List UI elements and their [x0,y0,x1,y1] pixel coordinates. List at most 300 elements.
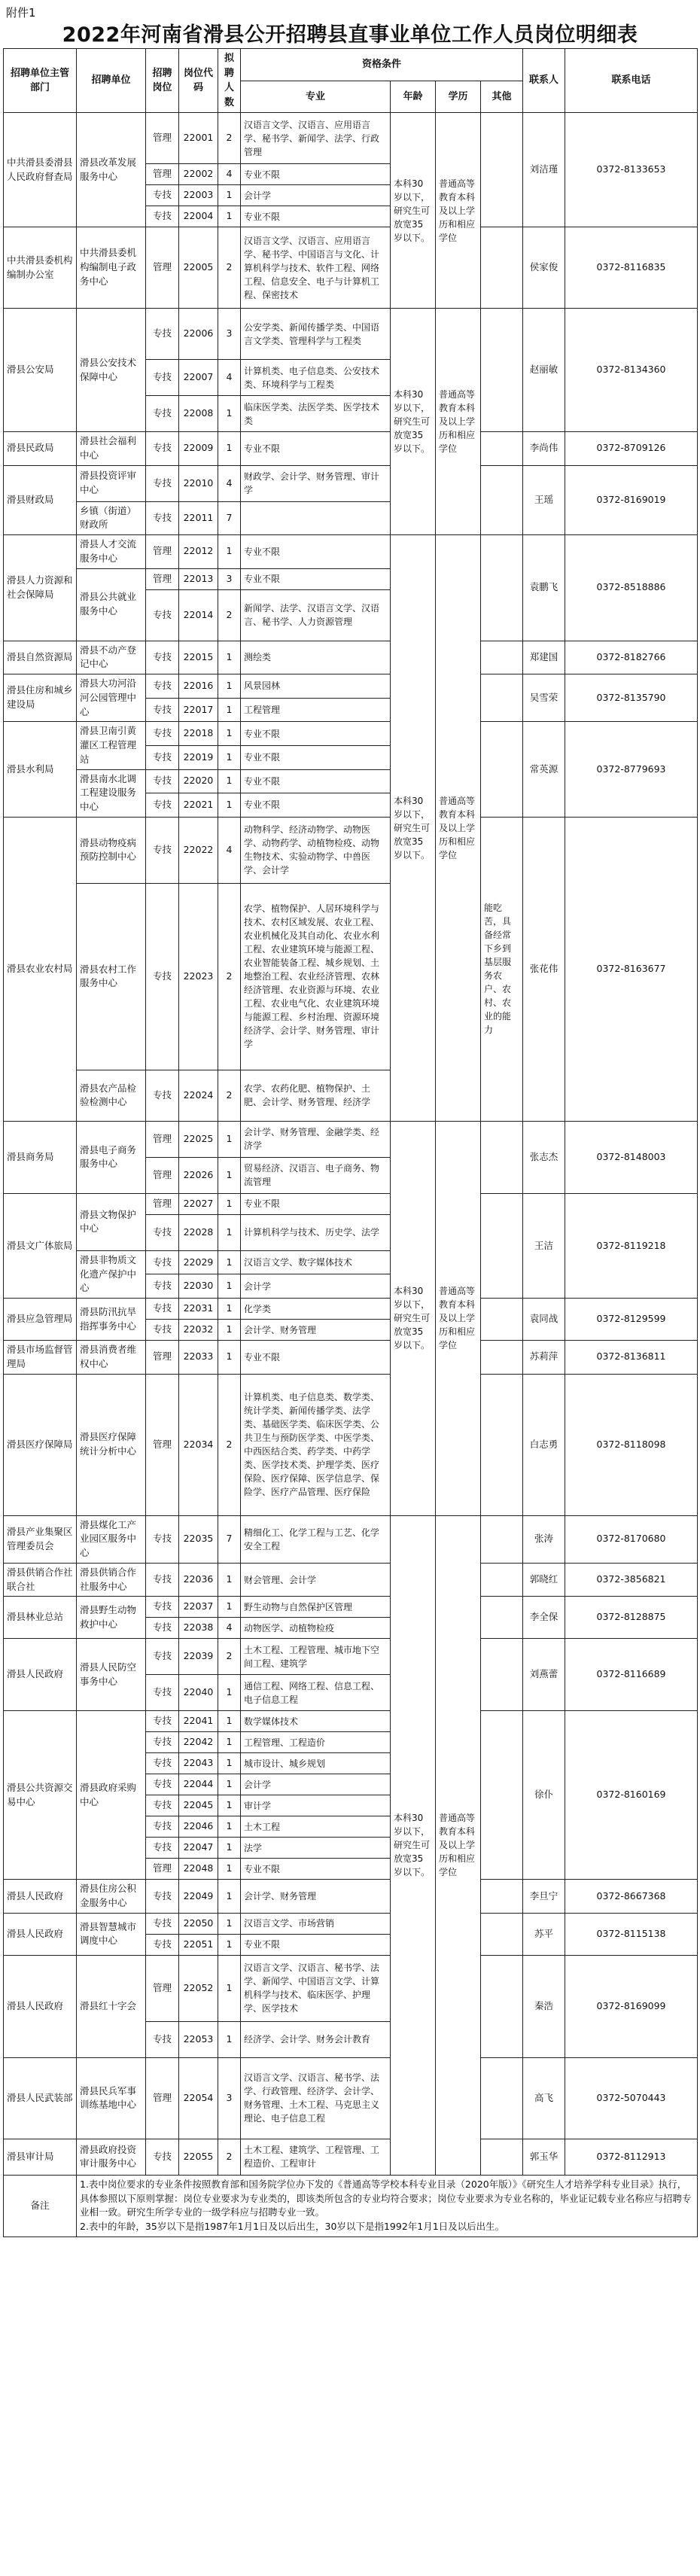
table-row [4,113,698,164]
dept-cell: 滑县农业农村局 [4,817,77,1121]
other-cell [481,641,523,674]
table-row [4,1597,698,1618]
phone-cell: 0372-8169099 [565,1955,698,2057]
major-cell: 汉语言文学、汉语言、应用语言学、秘书学、中国语言与文化、计算机科学与技术、软件工程、网络工程、信息安全、电子与计算机工程、保密技术 [241,227,391,309]
quota-cell: 1 [218,535,241,569]
dept-cell: 滑县民政局 [4,432,77,466]
dept-cell: 滑县财政局 [4,465,77,535]
quota-cell: 1 [218,674,241,699]
phone-cell: 0372-5070443 [565,2057,698,2139]
dept-cell: 滑县人力资源和社会保障局 [4,535,77,641]
phone-cell: 0372-3856821 [565,1563,698,1597]
code-cell: 22014 [179,589,218,641]
unit-cell: 滑县民兵军事训练基地中心 [77,2057,146,2139]
code-cell: 22051 [179,1934,218,1955]
position-cell: 专技 [146,206,179,227]
code-cell: 22020 [179,769,218,793]
quota-cell: 1 [218,698,241,722]
position-cell: 专技 [146,1675,179,1711]
contact-cell: 郭晓红 [523,1563,565,1597]
code-cell: 22001 [179,113,218,164]
position-cell: 专技 [146,1774,179,1795]
dept-cell: 滑县文广体旅局 [4,1193,77,1298]
code-cell: 22034 [179,1374,218,1515]
age-cell: 本科30岁以下，研究生可放宽35岁以下。 [391,1515,436,2175]
quota-cell: 1 [218,1341,241,1375]
quota-cell: 1 [218,1121,241,1157]
position-cell: 专技 [146,641,179,674]
dept-cell: 滑县人民武装部 [4,2057,77,2139]
code-cell: 22031 [179,1299,218,1320]
contact-cell: 苏平 [523,1913,565,1955]
phone-cell: 0372-8115138 [565,1913,698,1955]
major-cell: 会计学、财务管理 [241,1880,391,1914]
contact-cell: 王洁 [523,1193,565,1298]
quota-cell: 1 [218,1563,241,1597]
code-cell: 22053 [179,2021,218,2057]
position-cell: 专技 [146,432,179,466]
unit-cell: 滑县消费者维权中心 [77,1341,146,1375]
code-cell: 22042 [179,1732,218,1753]
other-cell [481,535,523,641]
contact-cell: 刘洁瑾 [523,113,565,227]
major-cell: 公安学类、新闻传播学类、中国语言文学类、管理科学与工程类 [241,309,391,360]
phone-cell: 0372-8119218 [565,1193,698,1298]
dept-cell: 滑县水利局 [4,722,77,818]
other-cell [481,1711,523,1880]
table-row [4,227,698,309]
age-cell: 本科30岁以下，研究生可放宽35岁以下。 [391,535,436,1122]
unit-cell: 滑县改革发展服务中心 [77,113,146,227]
code-cell: 22026 [179,1157,218,1193]
phone-cell: 0372-8148003 [565,1121,698,1193]
position-cell: 专技 [146,1838,179,1859]
position-cell: 专技 [146,793,179,818]
position-cell: 管理 [146,1341,179,1375]
age-cell: 本科30岁以下，研究生可放宽35岁以下。 [391,113,436,309]
quota-cell: 1 [218,1859,241,1880]
other-cell [481,1639,523,1711]
quota-cell: 1 [218,1597,241,1618]
code-cell: 22016 [179,674,218,699]
quota-cell: 1 [218,1274,241,1299]
quota-cell: 4 [218,164,241,185]
unit-cell: 滑县农产品检验检测中心 [77,1070,146,1121]
phone-cell: 0372-8134360 [565,309,698,432]
other-cell [481,1880,523,1914]
major-cell: 专业不限 [241,722,391,746]
unit-cell: 滑县动物疫病预防控制中心 [77,817,146,883]
contact-cell: 白志勇 [523,1374,565,1515]
dept-cell: 滑县审计局 [4,2139,77,2175]
position-cell: 专技 [146,185,179,206]
unit-cell: 滑县住房公积金服务中心 [77,1880,146,1914]
code-cell: 22047 [179,1838,218,1859]
unit-cell: 滑县政府采购中心 [77,1711,146,1880]
code-cell: 22036 [179,1563,218,1597]
major-cell: 专业不限 [241,769,391,793]
unit-cell: 滑县供销合作社服务中心 [77,1563,146,1597]
dept-cell: 滑县林业总站 [4,1597,77,1639]
quota-cell: 1 [218,1816,241,1838]
major-cell: 动物医学、动植物检疫 [241,1618,391,1639]
code-cell: 22040 [179,1675,218,1711]
phone-cell: 0372-8118098 [565,1374,698,1515]
unit-cell: 滑县红十字会 [77,1955,146,2057]
position-cell: 专技 [146,1214,179,1250]
position-cell: 专技 [146,1795,179,1816]
phone-cell: 0372-8129599 [565,1299,698,1341]
unit-cell: 滑县社会福利中心 [77,432,146,466]
major-cell: 财会管理、会计学 [241,1563,391,1597]
code-cell: 22030 [179,1274,218,1299]
other-cell [481,1563,523,1597]
major-cell: 专业不限 [241,164,391,185]
phone-cell: 0372-8112913 [565,2139,698,2175]
quota-cell: 1 [218,1934,241,1955]
dept-cell: 滑县人民政府 [4,1639,77,1711]
header-unit: 招聘单位 [77,49,146,113]
major-cell: 通信工程、网络工程、信息工程、电子信息工程 [241,1675,391,1711]
contact-cell: 张涛 [523,1515,565,1563]
quota-cell: 3 [218,309,241,360]
table-row [4,817,698,883]
unit-cell: 滑县公共就业服务中心 [77,568,146,641]
quota-cell: 1 [218,1795,241,1816]
code-cell: 22032 [179,1320,218,1341]
header-qualifications: 资格条件 [241,49,523,81]
code-cell: 22045 [179,1795,218,1816]
table-row [4,1711,698,1732]
position-cell: 专技 [146,589,179,641]
table-row [4,1299,698,1320]
contact-cell: 郑建国 [523,641,565,674]
quota-cell: 2 [218,1639,241,1675]
quota-cell: 2 [218,227,241,309]
quota-cell: 1 [218,1675,241,1711]
code-cell: 22043 [179,1753,218,1774]
table-row [4,1374,698,1515]
other-cell [481,1374,523,1515]
phone-cell: 0372-8709126 [565,432,698,466]
contact-cell: 王瑶 [523,465,565,535]
phone-cell: 0372-8163677 [565,817,698,1121]
contact-cell: 袁鹏飞 [523,535,565,641]
contact-cell: 张花伟 [523,817,565,1121]
quota-cell: 1 [218,396,241,432]
dept-cell: 滑县应急管理局 [4,1299,77,1341]
quota-cell: 1 [218,1838,241,1859]
other-cell [481,674,523,722]
major-cell: 会计学 [241,1274,391,1299]
position-cell: 管理 [146,113,179,164]
major-cell: 汉语言文学、数字媒体技术 [241,1250,391,1274]
table-row [4,2139,698,2175]
table-row [4,722,698,746]
major-cell: 专业不限 [241,1341,391,1375]
code-cell: 22055 [179,2139,218,2175]
code-cell: 22015 [179,641,218,674]
quota-cell: 1 [218,1214,241,1250]
other-cell [481,1913,523,1955]
code-cell: 22005 [179,227,218,309]
quota-cell: 1 [218,1299,241,1320]
position-cell: 专技 [146,1597,179,1618]
dept-cell: 滑县供销合作社联合社 [4,1563,77,1597]
quota-cell: 2 [218,113,241,164]
quota-cell: 1 [218,1711,241,1732]
position-cell: 专技 [146,674,179,699]
table-row [4,1193,698,1214]
major-cell: 测绘类 [241,641,391,674]
major-cell: 法学 [241,1838,391,1859]
age-cell: 本科30岁以下，研究生可放宽35岁以下。 [391,1121,436,1515]
education-cell: 普通高等教育本科及以上学历和相应学位 [436,309,481,535]
quota-cell: 1 [218,1732,241,1753]
unit-cell: 滑县大功河沿河公园管理中心 [77,674,146,722]
position-cell: 管理 [146,1157,179,1193]
code-cell: 22023 [179,883,218,1070]
position-cell: 专技 [146,1816,179,1838]
header-row-1 [4,49,698,81]
major-cell: 精细化工、化学工程与工艺、化学安全工程 [241,1515,391,1563]
unit-cell: 滑县政府投资审计服务中心 [77,2139,146,2175]
phone-cell: 0372-8128875 [565,1597,698,1639]
unit-cell: 滑县农村工作服务中心 [77,883,146,1070]
remark-line: 2.表中的年龄，35岁以下是指1987年1月1日及以后出生，30岁以下是指1992年1月1日及以后出生。 [80,2221,505,2232]
unit-cell: 滑县公安技术保障中心 [77,309,146,432]
major-cell: 会计学 [241,185,391,206]
code-cell: 22027 [179,1193,218,1214]
other-cell [481,1955,523,2057]
position-cell: 专技 [146,465,179,501]
unit-cell: 中共滑县委机构编制电子政务中心 [77,227,146,309]
contact-cell: 苏莉萍 [523,1341,565,1375]
major-cell: 会计学、财务管理 [241,1320,391,1341]
other-cell [481,227,523,309]
contact-cell: 赵丽敏 [523,309,565,432]
positions-table [3,48,698,2237]
code-cell: 22048 [179,1859,218,1880]
header-quota: 拟聘人数 [218,49,241,113]
unit-cell: 滑县人民防空事务中心 [77,1639,146,1711]
phone-cell: 0372-8169019 [565,465,698,535]
position-cell: 专技 [146,769,179,793]
unit-cell: 滑县非物质文化遗产保护中心 [77,1250,146,1298]
dept-cell: 滑县公安局 [4,309,77,432]
code-cell: 22018 [179,722,218,746]
quota-cell: 1 [218,432,241,466]
position-cell: 管理 [146,568,179,589]
code-cell: 22046 [179,1816,218,1838]
contact-cell: 秦浩 [523,1955,565,2057]
major-cell: 专业不限 [241,535,391,569]
unit-cell: 滑县防汛抗旱指挥事务中心 [77,1299,146,1341]
position-cell: 专技 [146,1274,179,1299]
code-cell: 22025 [179,1121,218,1157]
quota-cell: 1 [218,1320,241,1341]
table-row [4,309,698,360]
quota-cell: 1 [218,641,241,674]
phone-cell: 0372-8133653 [565,113,698,227]
quota-cell: 2 [218,1374,241,1515]
position-cell: 专技 [146,1250,179,1274]
quota-cell: 1 [218,1774,241,1795]
phone-cell: 0372-8135790 [565,674,698,722]
contact-cell: 常英源 [523,722,565,818]
code-cell: 22050 [179,1913,218,1934]
other-cell: 能吃苦，具备经常下乡到基层服务农户、农村、农业的能力 [481,817,523,1121]
unit-cell: 滑县投资评审中心 [77,465,146,501]
code-cell: 22022 [179,817,218,883]
header-code: 岗位代码 [179,49,218,113]
major-cell: 专业不限 [241,793,391,818]
header-phone: 联系电话 [565,49,698,113]
phone-cell: 0372-8116689 [565,1639,698,1711]
position-cell: 专技 [146,360,179,396]
code-cell: 22017 [179,698,218,722]
position-cell: 专技 [146,1913,179,1934]
code-cell: 22041 [179,1711,218,1732]
position-cell: 专技 [146,1563,179,1597]
major-cell: 动物科学、经济动物学、动物医学、动物药学、动植物检疫、动物生物技术、实验动物学、中兽医学、会计学 [241,817,391,883]
unit-cell: 滑县卫南引黄灌区工程管理站 [77,722,146,769]
code-cell: 22002 [179,164,218,185]
table-row [4,641,698,674]
major-cell: 经济学、会计学、财务会计教育 [241,2021,391,2057]
major-cell: 工程管理、工程造价 [241,1732,391,1753]
position-cell: 管理 [146,1193,179,1214]
quota-cell: 4 [218,360,241,396]
position-cell: 专技 [146,698,179,722]
header-position: 招聘岗位 [146,49,179,113]
remarks-row [4,2175,698,2236]
table-row [4,1955,698,2021]
major-cell: 财政学、会计学、财务管理、审计学 [241,465,391,501]
code-cell: 22013 [179,568,218,589]
code-cell: 22052 [179,1955,218,2021]
header-dept: 招聘单位主管部门 [4,49,77,113]
other-cell [481,465,523,535]
position-cell: 专技 [146,2021,179,2057]
dept-cell: 滑县人民政府 [4,1913,77,1955]
contact-cell: 李旦宁 [523,1880,565,1914]
code-cell: 22011 [179,501,218,535]
phone-cell: 0372-8116835 [565,227,698,309]
unit-cell: 滑县人才交流服务中心 [77,535,146,569]
other-cell [481,432,523,466]
major-cell: 化学类 [241,1299,391,1320]
quota-cell: 1 [218,722,241,746]
position-cell: 专技 [146,1320,179,1341]
position-cell: 专技 [146,396,179,432]
table-row [4,1121,698,1157]
code-cell: 22024 [179,1070,218,1121]
major-cell: 专业不限 [241,432,391,466]
code-cell: 22007 [179,360,218,396]
code-cell: 22039 [179,1639,218,1675]
dept-cell: 滑县产业集聚区管理委员会 [4,1515,77,1563]
dept-cell: 滑县商务局 [4,1121,77,1193]
remark-line: 1.表中岗位要求的专业条件按照教育部和国务院学位办下发的《普通高等学校本科专业目录（2020年版）》《研究生人才培养学科专业目录》执行，具体参照以下原则掌握：岗位专业要求为专业类的，即该类所包含的专业均符合要求；岗位专业要求为专业名称的，毕业证记载专业名称应与招聘专业相一致。研究生所学专业的一级学科应与招聘专业一致。 [80,2178,692,2218]
other-cell [481,1299,523,1341]
table-row [4,1341,698,1375]
position-cell: 专技 [146,1880,179,1914]
other-cell [481,1597,523,1639]
table-row [4,1639,698,1675]
education-cell: 普通高等教育本科及以上学历和相应学位 [436,1515,481,2175]
unit-cell: 滑县煤化工产业园区服务中心 [77,1515,146,1563]
major-cell: 会计学 [241,1774,391,1795]
code-cell: 22021 [179,793,218,818]
dept-cell: 滑县住房和城乡建设局 [4,674,77,722]
contact-cell: 李尚伟 [523,432,565,466]
quota-cell: 1 [218,2021,241,2057]
contact-cell: 高飞 [523,2057,565,2139]
dept-cell: 滑县医疗保障局 [4,1374,77,1515]
position-cell: 管理 [146,227,179,309]
phone-cell: 0372-8160169 [565,1711,698,1880]
position-cell: 专技 [146,745,179,769]
quota-cell: 1 [218,1753,241,1774]
major-cell: 农学、植物保护、人居环境科学与技术、农村区域发展、农业工程、农业机械化及其自动化、农业水利工程、农业建筑环境与能源工程、农业智能装备工程、城乡规划、土地整治工程、农业经济管理、农林经济管理、农业资源与环境、农业工程、农业电气化、农业建筑环境与能源工程、乡村治理、资源环境经济学、会计学、财务管理、审计学 [241,883,391,1070]
major-cell: 计算机类、电子信息类、公安技术类、环境科学与工程类 [241,360,391,396]
phone-cell: 0372-8182766 [565,641,698,674]
major-cell: 专业不限 [241,206,391,227]
major-cell: 数学媒体技术 [241,1711,391,1732]
code-cell: 22006 [179,309,218,360]
contact-cell: 吴雪荣 [523,674,565,722]
other-cell [481,309,523,432]
age-cell: 本科30岁以下，研究生可放宽35岁以下。 [391,309,436,535]
contact-cell: 侯家俊 [523,227,565,309]
phone-cell: 0372-8779693 [565,722,698,818]
major-cell [241,501,391,535]
position-cell: 专技 [146,817,179,883]
code-cell: 22035 [179,1515,218,1563]
dept-cell: 滑县自然资源局 [4,641,77,674]
quota-cell: 1 [218,1157,241,1193]
table-row [4,432,698,466]
position-cell: 专技 [146,309,179,360]
code-cell: 22033 [179,1341,218,1375]
major-cell: 临床医学类、法医学类、医学技术类 [241,396,391,432]
quota-cell: 1 [218,185,241,206]
position-cell: 管理 [146,535,179,569]
position-cell: 专技 [146,1639,179,1675]
page-title: 2022年河南省滑县公开招聘县直事业单位工作人员岗位明细表 [62,23,638,47]
other-cell [481,2057,523,2139]
other-cell [481,113,523,227]
table-row [4,1880,698,1914]
code-cell: 22029 [179,1250,218,1274]
education-cell: 普通高等教育本科及以上学历和相应学位 [436,535,481,1122]
dept-cell: 中共滑县委机构编制办公室 [4,227,77,309]
header-major: 专业 [241,81,391,113]
unit-cell: 滑县电子商务服务中心 [77,1121,146,1193]
major-cell: 汉语言文学、汉语言、秘书学、法学、新闻学、中国语言文学、计算机科学与技术、临床医学、护理学、医学技术 [241,1955,391,2021]
quota-cell: 2 [218,1070,241,1121]
header-contact: 联系人 [523,49,565,113]
code-cell: 22003 [179,185,218,206]
position-cell: 专技 [146,1070,179,1121]
code-cell: 22009 [179,432,218,466]
quota-cell: 1 [218,1913,241,1934]
dept-cell: 滑县市场监督管理局 [4,1341,77,1375]
quota-cell: 4 [218,465,241,501]
major-cell: 贸易经济、汉语言、电子商务、物流管理 [241,1157,391,1193]
position-cell: 管理 [146,1374,179,1515]
